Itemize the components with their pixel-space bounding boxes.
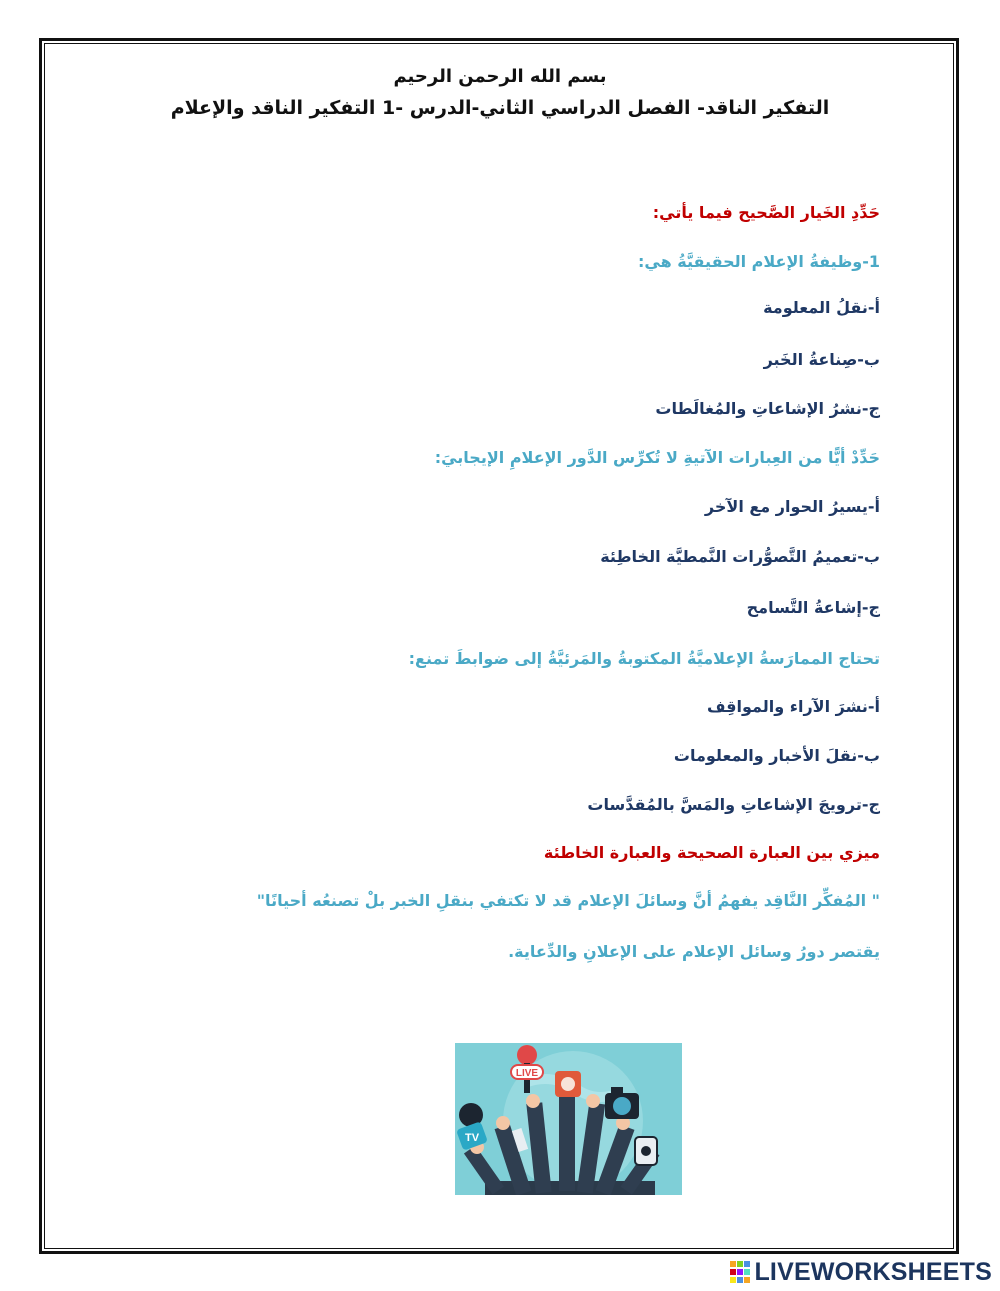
phone-icon — [635, 1137, 657, 1165]
media-microphones-illustration — [455, 1043, 682, 1195]
q1-option-c[interactable]: ج-نشرُ الإشاعاتِ والمُغالَطات — [655, 399, 880, 418]
question-2: حَدِّدْ أيًّا من العِبارات الآتيةِ لا تُكرِّس الدَّور الإعلامِ الإيجابيَ: — [434, 448, 880, 467]
q1-option-b[interactable]: ب-صِناعةُ الخَبر — [763, 350, 880, 369]
instruction-true-false: ميزي بين العبارة الصحيحة والعبارة الخاطئة — [543, 843, 880, 862]
liveworksheets-wordmark: LIVEWORKSHEETS — [754, 1257, 992, 1286]
q2-option-b[interactable]: ب-تعميمُ التَّصوُّرات النَّمطيَّة الخاطِئة — [600, 547, 880, 566]
q1-option-a[interactable]: أ-نقلُ المعلومة — [763, 298, 880, 317]
svg-text:LIVE: LIVE — [515, 1068, 539, 1079]
liveworksheets-logo-icon — [730, 1261, 750, 1283]
instruction-choose-correct: حَدِّدِ الخَيار الصَّحيح فيما يأتي: — [652, 203, 880, 222]
question-1: 1-وظيفةُ الإعلام الحقيقيَّةُ هي: — [638, 252, 880, 271]
lesson-title: التفكير الناقد- الفصل الدراسي الثاني-الدرس -1 التفكير الناقد والإعلام — [170, 97, 830, 119]
radio-icon — [555, 1071, 581, 1097]
liveworksheets-branding[interactable] — [730, 1257, 992, 1287]
q3-option-a[interactable]: أ-نشرَ الآراء والمواقِف — [707, 697, 880, 716]
svg-text:TV: TV — [464, 1132, 480, 1144]
q3-option-c[interactable]: ج-ترويجَ الإشاعاتِ والمَسَّ بالمُقدَّسات — [587, 795, 880, 814]
statement-2[interactable]: يقتصر دورُ وسائل الإعلام على الإعلانِ والدِّعاية. — [508, 942, 880, 961]
statement-1[interactable]: " المُفكِّر النَّاقِد يفهمُ أنَّ وسائلَ الإعلام قد لا تكتفي بنقلِ الخبر بلْ تصنعُه أحيانًا" — [256, 891, 880, 910]
basmala-heading: بسم الله الرحمن الرحيم — [393, 66, 607, 87]
q2-option-a[interactable]: أ-يسيرُ الحوار مع الآخر — [704, 497, 880, 516]
q3-option-b[interactable]: ب-نقلَ الأخبار والمعلومات — [673, 746, 880, 765]
q2-option-c[interactable]: ج-إشاعةُ التَّسامح — [746, 598, 880, 617]
question-3: تحتاج الممارَسةُ الإعلاميَّةُ المكتوبةُ والمَرئيَّةُ إلى ضوابطَ تمنع: — [408, 649, 880, 668]
